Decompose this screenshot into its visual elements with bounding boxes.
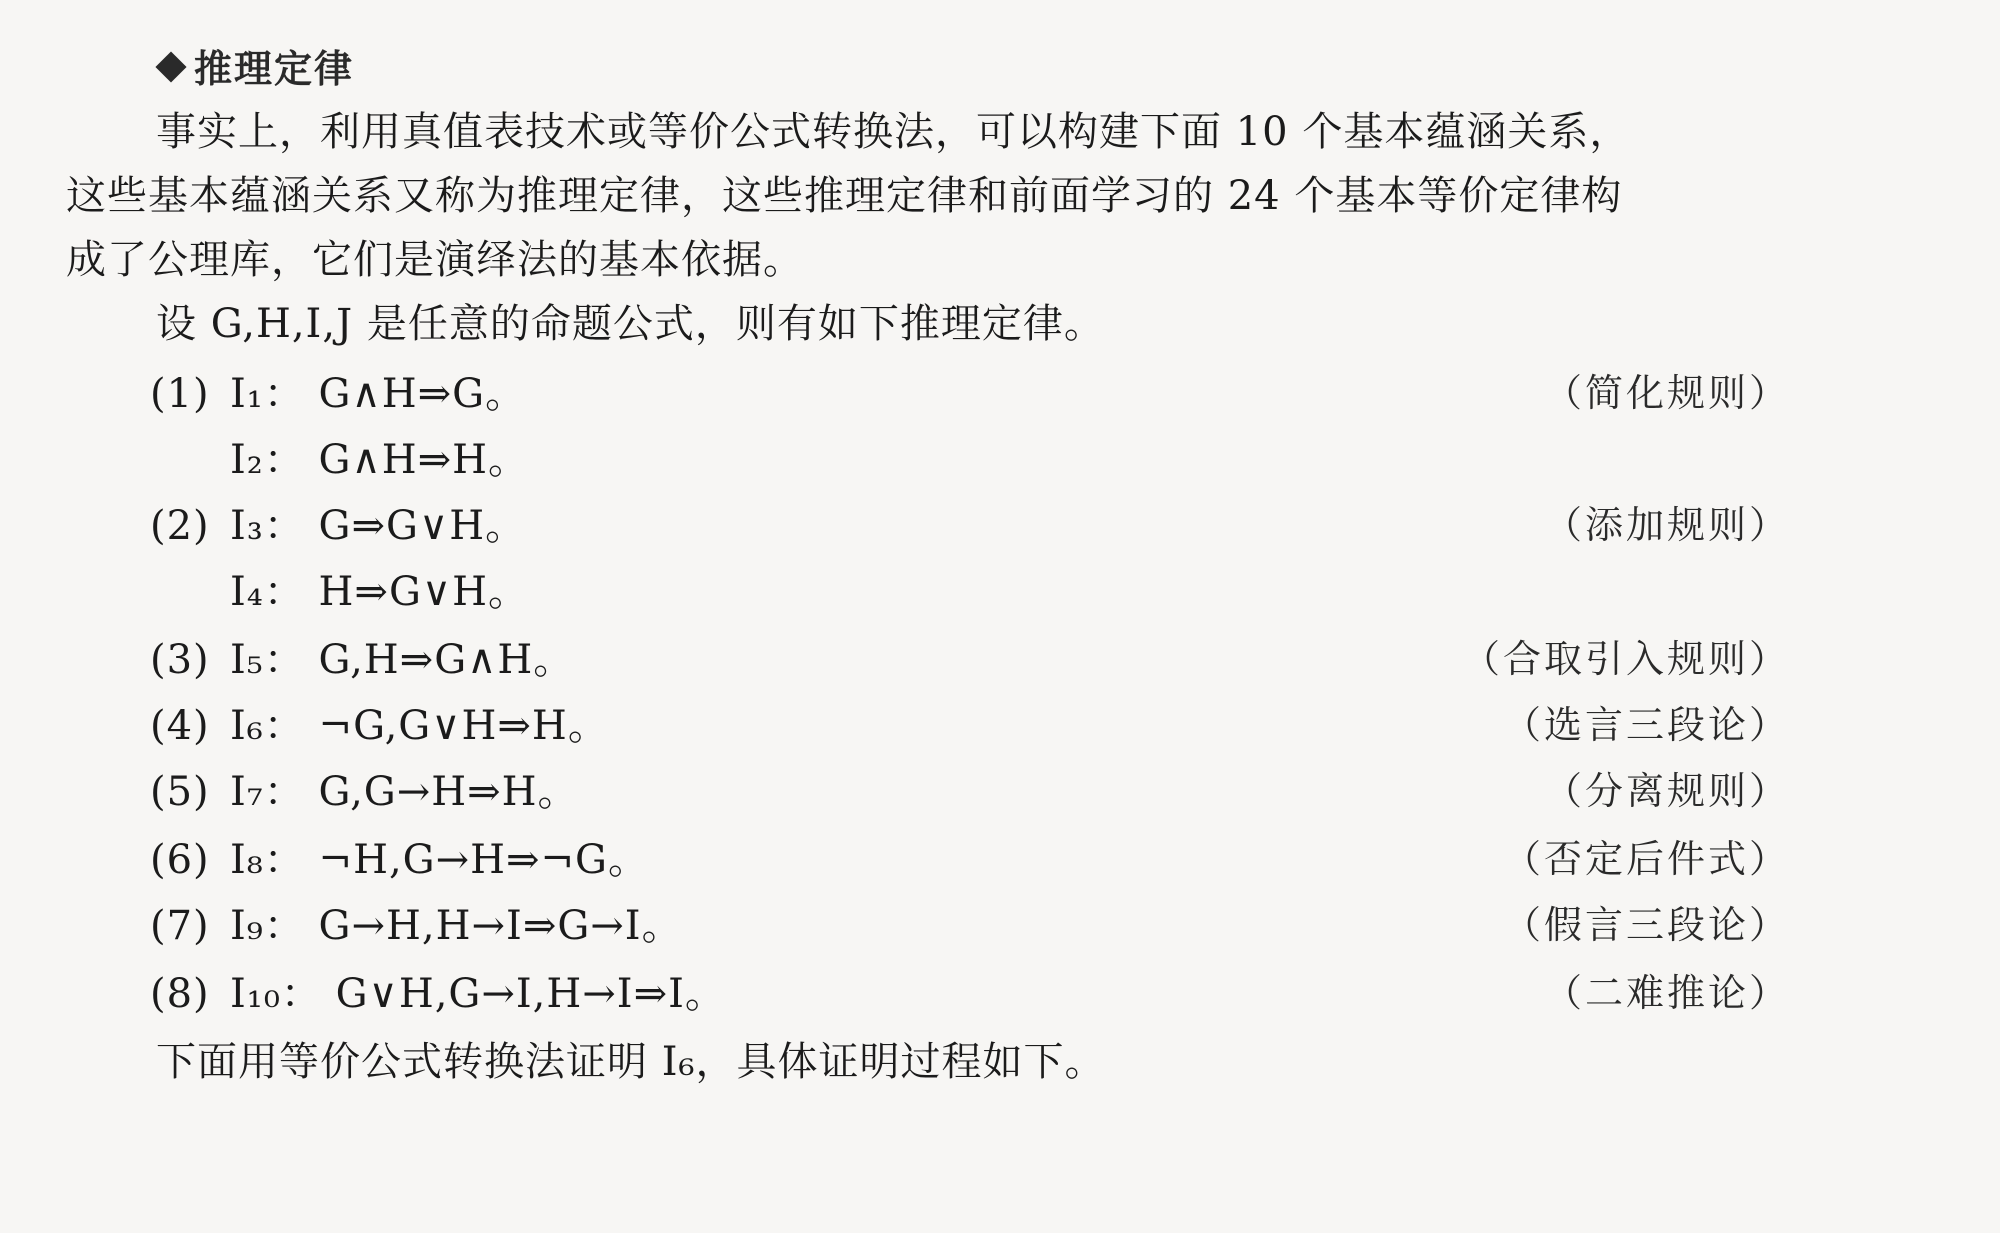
section-title: 推理定律 xyxy=(160,38,354,93)
rule-row xyxy=(150,894,1790,954)
closing-line: 下面用等价公式转换法证明 I₆，具体证明过程如下。 xyxy=(156,1039,1106,1085)
rule-row xyxy=(150,628,1790,688)
intro-line-1: 事实上，利用真值表技术或等价公式转换法，可以构建下面 10 个基本蕴涵关系， xyxy=(156,109,1631,155)
rule-name: （添加规则） xyxy=(1543,503,1790,547)
rule-name: （假言三段论） xyxy=(1502,903,1790,947)
rule-row xyxy=(150,962,1790,1022)
rule-number: (1) xyxy=(150,371,210,417)
diamond-bullet-icon xyxy=(155,51,186,82)
rule-number: (8) xyxy=(150,971,210,1017)
rule-number: (4) xyxy=(150,703,210,749)
rule-row xyxy=(150,362,1790,422)
rule-formula: I₇： G,G→H⇒H。 xyxy=(230,769,579,815)
rule-formula: I₆： ¬G,G∨H⇒H。 xyxy=(230,703,609,749)
rule-name: （否定后件式） xyxy=(1502,837,1790,881)
rule-row xyxy=(150,760,1790,820)
rule-row xyxy=(150,694,1790,754)
rule-number: (3) xyxy=(150,637,210,683)
rule-number: (6) xyxy=(150,837,210,883)
rule-row xyxy=(150,494,1790,554)
intro-line-3: 成了公理库，它们是演绎法的基本依据。 xyxy=(66,237,804,283)
rule-formula: I₂： G∧H⇒H。 xyxy=(230,437,530,483)
rule-row xyxy=(150,428,1790,488)
rule-name: （简化规则） xyxy=(1543,371,1790,415)
rule-formula: I₁₀： G∨H,G→I,H→I⇒I。 xyxy=(230,971,726,1017)
rule-number: (7) xyxy=(150,903,210,949)
rule-formula: I₁： G∧H⇒G。 xyxy=(230,371,527,417)
rule-formula: I₈： ¬H,G→H⇒¬G。 xyxy=(230,837,649,883)
rule-name: （合取引入规则） xyxy=(1461,637,1790,681)
rule-number: (2) xyxy=(150,503,210,549)
rule-name: （选言三段论） xyxy=(1502,703,1790,747)
intro-line-4: 设 G,H,I,J 是任意的命题公式，则有如下推理定律。 xyxy=(156,301,1105,347)
rule-row xyxy=(150,560,1790,620)
intro-line-2: 这些基本蕴涵关系又称为推理定律，这些推理定律和前面学习的 24 个基本等价定律构 xyxy=(66,173,1623,219)
rule-name: （分离规则） xyxy=(1543,769,1790,813)
rule-formula: I₄： H⇒G∨H。 xyxy=(230,569,530,615)
rule-formula: I₅： G,H⇒G∧H。 xyxy=(230,637,575,683)
rule-formula: I₉： G→H,H→I⇒G→I。 xyxy=(230,903,683,949)
rule-formula: I₃： G⇒G∨H。 xyxy=(230,503,527,549)
rule-number: (5) xyxy=(150,769,210,815)
rule-name: （二难推论） xyxy=(1543,971,1790,1015)
rule-row xyxy=(150,828,1790,888)
